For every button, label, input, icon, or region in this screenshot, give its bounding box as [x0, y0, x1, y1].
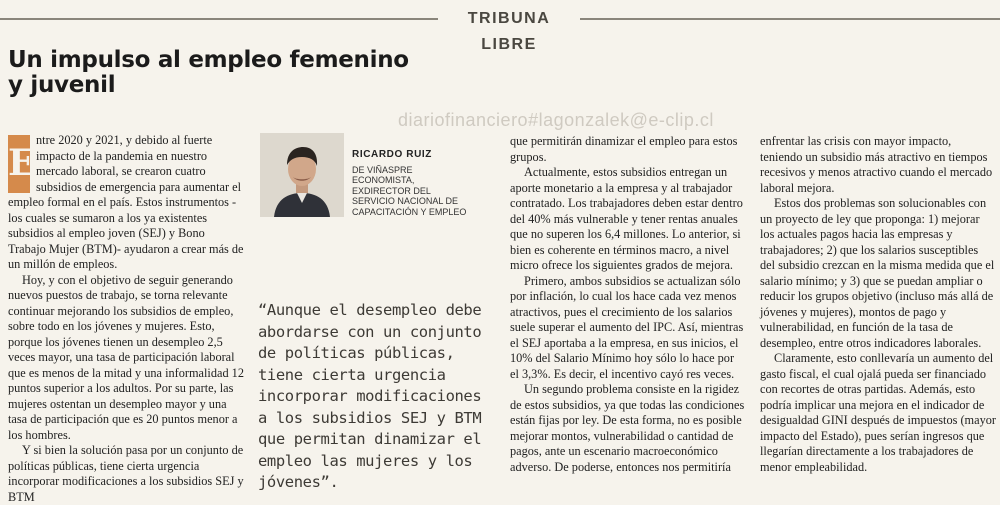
- headline: Un impulso al empleo femenino y juvenil: [8, 47, 409, 98]
- pull-quote: “Aunque el desempleo debe abordarse con un conjunto de políticas públicas, tiene cierta urgencia incorporar modificaciones a los subsidios SEJ y BTM que permitan dinamizar el empleo las mujeres y los jóvenes”.: [258, 301, 482, 491]
- author-name: RICARDO RUIZ: [352, 149, 432, 160]
- article-column-1: [8, 133, 244, 505]
- watermark: diariofinanciero#lagonzalek@e-clip.cl: [398, 110, 714, 130]
- author-title-line: ECONOMISTA,: [352, 175, 415, 185]
- paragraph: Actualmente, estos subsidios entregan un aporte monetario a la empresa y al trabajador contratado. Los trabajadores deben estar dentro del 40% más vulnerable y tener rentas anuales que no superen los 6,4 millones. Lo anterior, si bien es coherente en términos macro, a nivel micro ofrece los siguientes grados de mejora.: [510, 165, 743, 272]
- paragraph: enfrentar las crisis con mayor impacto, teniendo un subsidio más atractivo en tiempos recesivos y menos atractivo cuando el mercado laboral mejora.: [760, 134, 993, 195]
- article-column-4: [760, 134, 996, 475]
- paragraph: Claramente, esto conllevaría un aumento del gasto fiscal, el cual ojalá pueda ser financiado con recortes de otras partidas. Además, esto podría implicar una mejora en el indicador de desigualdad GINI después de impuestos (mayor impacto del Estado), pues serían ingresos que llegarían directamente a los trabajadores de menor empleabilidad.: [760, 351, 996, 474]
- author-title-line: DE VIÑASPRE: [352, 164, 413, 175]
- paragraph: Y si bien la solución pasa por un conjunto de políticas públicas, tiene cierta urgencia incorporar modificaciones a los subsidios SEJ y BTM: [8, 443, 244, 504]
- author-box: [352, 150, 492, 217]
- author-title-line: CAPACITACIÓN Y EMPLEO: [352, 206, 467, 217]
- author-portrait-icon: [260, 133, 344, 217]
- paragraph: que permitirán dinamizar el empleo para estos grupos.: [510, 134, 738, 164]
- paragraph: Primero, ambos subsidios se actualizan sólo por inflación, lo cual los hace cada vez menos atractivos, pues el crecimiento de los salarios suele superar el aumento del IPC. Así, mientras el SEJ aportaba a la empresa, en sus inicios, el 10% del Salario Mínimo hoy sólo lo hace por el 3,3%. Es decir, el incentivo cayó res veces.: [510, 273, 744, 381]
- paragraph: Hoy, y con el objetivo de seguir generando nuevos puestos de trabajo, se torna relevante continuar mejorando los subsidios de empleo, sobre todo en los jóvenes y mujeres. Esto, porque los jóvenes tienen un desempleo 2,5 veces mayor, una tasa de participación laboral que es menos de la mitad y una informalidad 12 puntos superior a los adultos. Por su parte, las mujeres ostentan un desempleo mayor y una tasa de participación que es 20 puntos menor a los hombres.: [8, 272, 244, 442]
- dropcap: [8, 135, 36, 193]
- author-title-line: SERVICIO NACIONAL DE: [352, 196, 459, 206]
- section-tag: TRIBUNA LIBRE: [438, 6, 580, 32]
- author-photo: [260, 133, 344, 217]
- article-column-3: [510, 134, 745, 475]
- paragraph: Un segundo problema consiste en la rigidez de estos subsidios, ya que todas las condiciones están fijas por ley. De esta forma, no es posible mejorar montos, vulnerabilidad o cantidad de pagos, ante un escenario macroeconómico adverso. De poderse, entonces nos permitiría: [510, 382, 745, 474]
- dropcap-letter: E: [8, 142, 36, 184]
- paragraph: ntre 2020 y 2021, y debido al fuerte impacto de la pandemia en nuestro mercado laboral, se crearon cuatro subsidios de emergencia para aumentar el empleo formal en el país. Estos instrumentos -los cuales se sumaron a los ya existentes subsidios al empleo joven (SEJ) y Bono Trabajo Mujer (BTM)- ayudaron a crear más de un millón de empleos.: [8, 133, 244, 271]
- paragraph: Estos dos problemas son solucionables con un proyecto de ley que proponga: 1) mejorar los actuales pagos hacia las empresas y trabajadores; 2) que los salarios susceptibles del subsidio crezcan en la misma medida que el salario mínimo; y 3) que se puedan ampliar o reducir los grupos objetivo (incluso más allá de jóvenes y mujeres), montos de pago y vulnerabilidad, en función de la tasa de desempleo, entre otros indicadores laborales.: [760, 196, 995, 350]
- author-title-line: EXDIRECTOR DEL: [352, 185, 431, 196]
